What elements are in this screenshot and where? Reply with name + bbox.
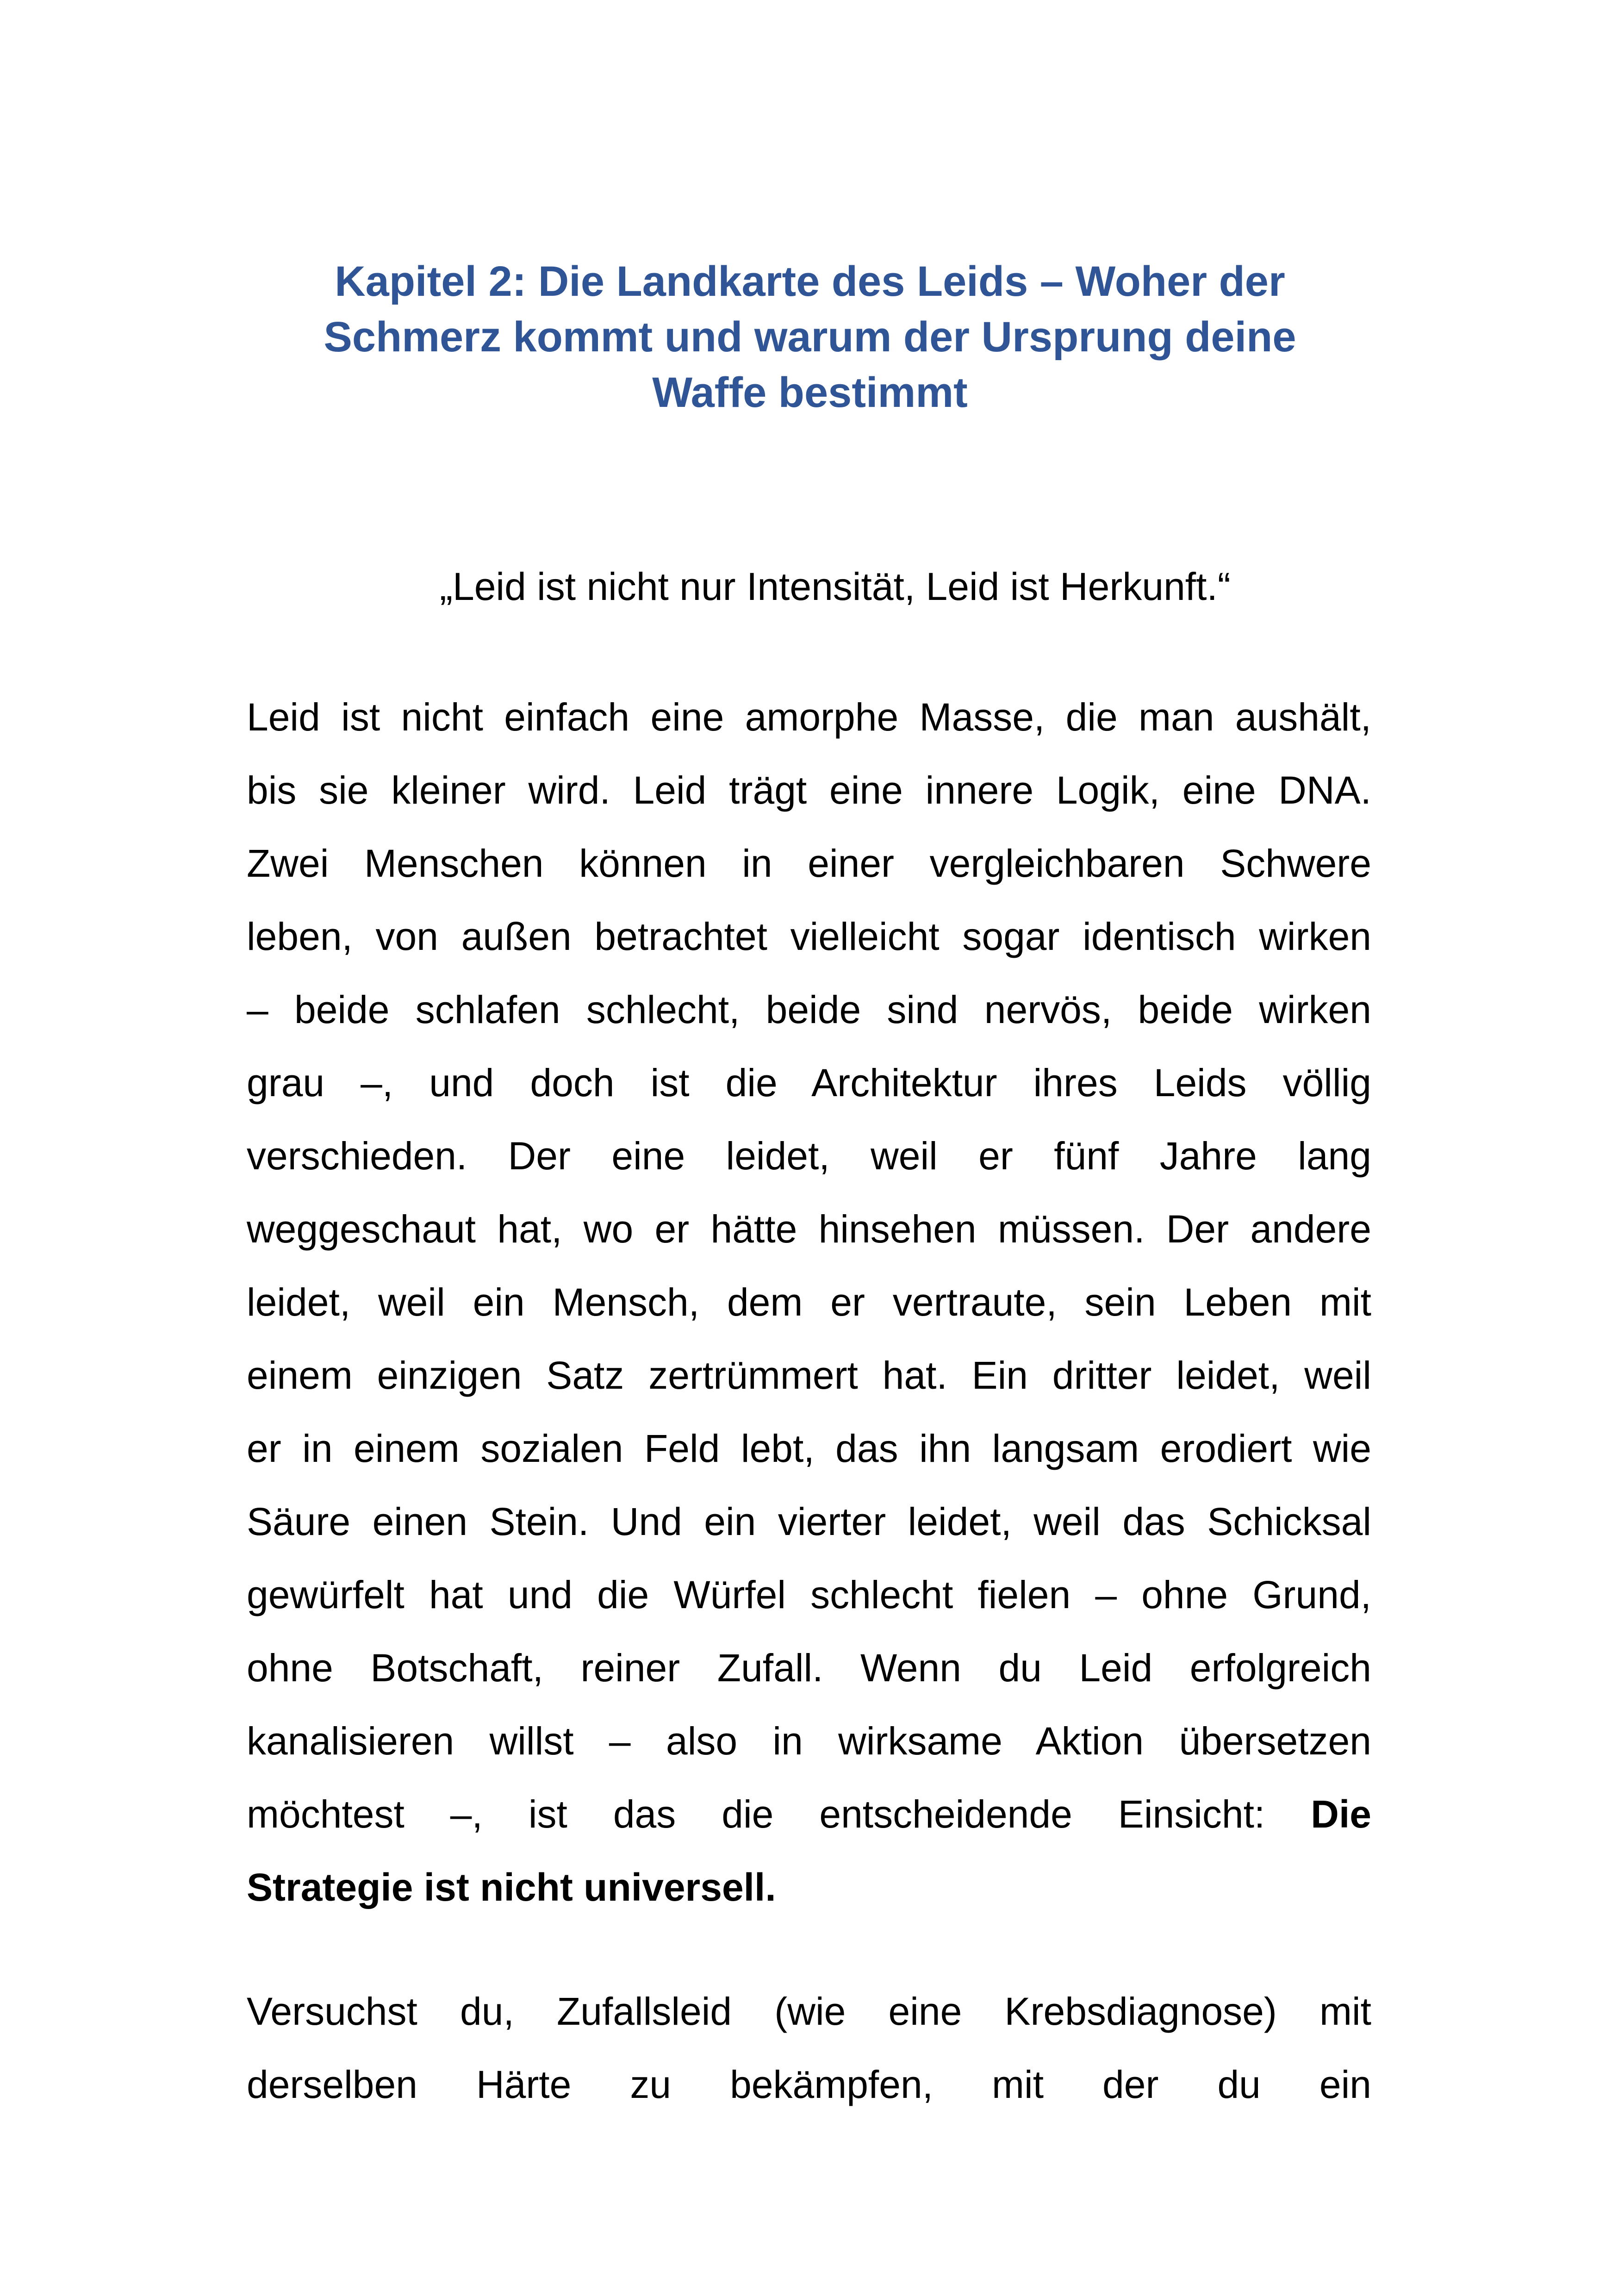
paragraph-line: einem einzigen Satz zertrümmert hat. Ein dritter leidet, weil — [247, 1354, 1371, 1397]
chapter-title-line: Waffe bestimmt — [652, 369, 968, 416]
paragraph-line: verschieden. Der eine leidet, weil er fünf Jahre lang — [247, 1134, 1371, 1178]
key-insight: Strategie ist nicht universell. — [247, 1866, 776, 1909]
paragraph-line: leben, von außen betrachtet vielleicht sogar identisch wirken — [247, 915, 1371, 958]
paragraph-line: weggeschaut hat, wo er hätte hinsehen müssen. Der andere — [247, 1207, 1371, 1251]
chapter-title-line: Schmerz kommt und warum der Ursprung deine — [324, 313, 1296, 361]
chapter-epigraph: „Leid ist nicht nur Intensität, Leid ist Herkunft.“ — [440, 565, 1231, 608]
paragraph-line: Versuchst du, Zufallsleid (wie eine Krebsdiagnose) mit — [247, 1990, 1371, 2033]
body-paragraph-2 — [247, 1975, 1371, 2121]
paragraph-line: Säure einen Stein. Und ein vierter leidet, weil das Schicksal — [247, 1500, 1371, 1543]
paragraph-line-text: möchtest –, ist das die entscheidende Einsicht: — [247, 1792, 1265, 1836]
key-insight-start: Die — [1311, 1792, 1371, 1836]
paragraph-line: grau –, und doch ist die Architektur ihres Leids völlig — [247, 1061, 1371, 1104]
paragraph-line: kanalisieren willst – also in wirksame Aktion übersetzen — [247, 1719, 1371, 1763]
chapter-title-line: Kapitel 2: Die Landkarte des Leids – Woher der — [335, 258, 1285, 305]
paragraph-line: leidet, weil ein Mensch, dem er vertraute, sein Leben mit — [247, 1280, 1371, 1324]
paragraph-line: Zwei Menschen können in einer vergleichbaren Schwere — [247, 842, 1371, 885]
paragraph-line — [247, 1778, 1371, 1851]
paragraph-line: bis sie kleiner wird. Leid trägt eine innere Logik, eine DNA. — [247, 768, 1371, 812]
chapter-title — [259, 254, 1361, 420]
paragraph-line: ohne Botschaft, reiner Zufall. Wenn du Leid erfolgreich — [247, 1646, 1371, 1690]
paragraph-line: – beide schlafen schlecht, beide sind nervös, beide wirken — [247, 988, 1371, 1031]
paragraph-line: er in einem sozialen Feld lebt, das ihn langsam erodiert wie — [247, 1427, 1371, 1470]
paragraph-line: gewürfelt hat und die Würfel schlecht fielen – ohne Grund, — [247, 1573, 1371, 1616]
paragraph-line: Leid ist nicht einfach eine amorphe Masse, die man aushält, — [247, 695, 1371, 739]
paragraph-line: derselben Härte zu bekämpfen, mit der du ein — [247, 2063, 1371, 2106]
body-paragraph-1 — [247, 680, 1371, 1924]
